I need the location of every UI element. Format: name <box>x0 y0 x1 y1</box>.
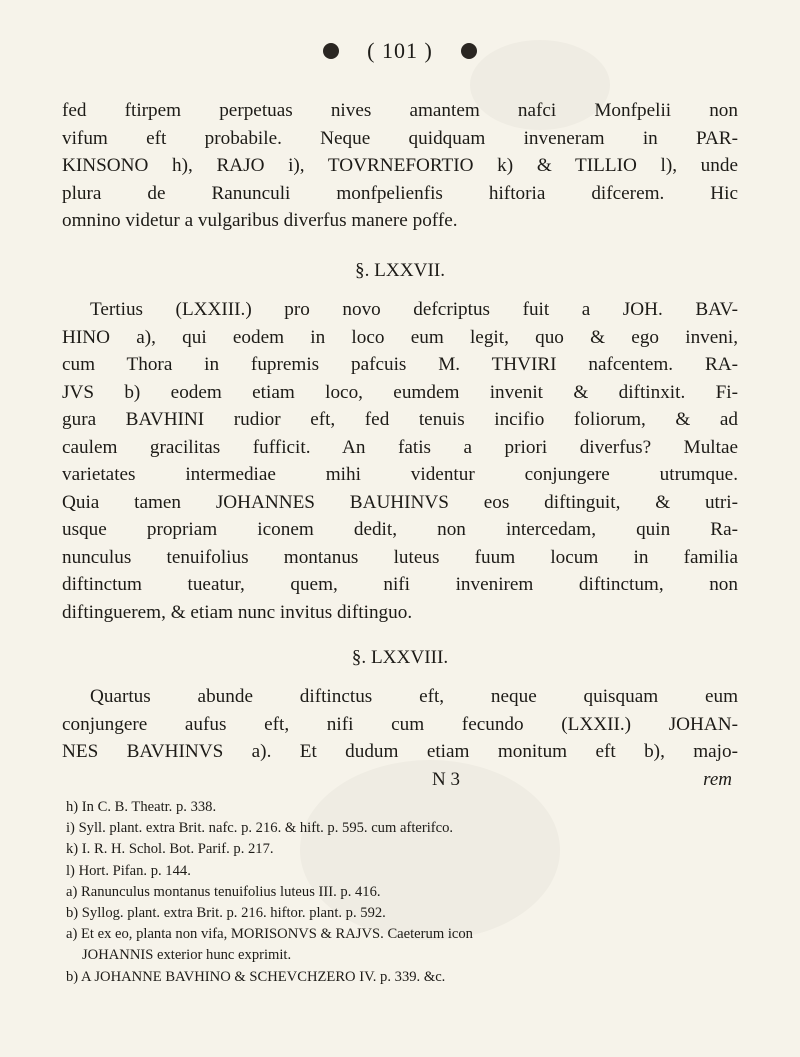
footnote: l) Hort. Pifan. p. 144. <box>66 862 191 879</box>
text-line: nunculus tenuifolius montanus luteus fuum locum in familia <box>62 546 738 568</box>
ornament-left-icon <box>323 43 339 59</box>
footnote: a) Et ex eo, planta non vifa, MORISONVS & RAJVS. Caeterum icon <box>66 926 473 943</box>
ornament-right-icon <box>461 43 477 59</box>
paragraph-2 <box>62 296 738 626</box>
footnote: b) A JOHANNE BAVHINO & SCHEVCHZERO IV. p. 339. &c. <box>66 968 446 985</box>
text-line: cum Thora in fupremis pafcuis M. THVIRI nafcentem. RA- <box>62 354 738 375</box>
text-line: caulem gracilitas fufficit. An fatis a priori diverfus? Multae <box>62 436 738 458</box>
text-line: usque propriam iconem dedit, non intercedam, quin Ra- <box>62 519 738 540</box>
signature-mark: N 3 <box>432 769 460 790</box>
text-line: diftinctum tueatur, quem, nifi invenirem diftinctum, non <box>62 574 738 595</box>
footnote: h) In C. B. Theatr. p. 338. <box>66 799 217 815</box>
text-line: varietates intermediae mihi videntur conjungere utrumque. <box>62 464 738 485</box>
text-line: Quia tamen JOHANNES BAUHINVS eos diftinguit, & utri- <box>62 491 738 513</box>
text-line: HINO a), qui eodem in loco eum legit, quo & ego inveni, <box>62 326 738 348</box>
footnote: i) Syll. plant. extra Brit. nafc. p. 216. & hift. p. 595. cum afterifco. <box>66 820 454 837</box>
text-line: vifum eft probabile. Neque quidquam inveneram in PAR- <box>62 127 738 149</box>
text-line: omnino videtur a vulgaribus diverfus manere poffe. <box>62 210 458 231</box>
footnote: a) Ranunculus montanus tenuifolius luteus III. p. 416. <box>66 883 381 900</box>
paragraph-1 <box>62 97 738 235</box>
section-heading-78: §. LXXVIII. <box>351 647 449 668</box>
text-line: JVS b) eodem etiam loco, eumdem invenit & diftinxit. Fi- <box>62 381 738 403</box>
footnotes <box>66 797 742 988</box>
footnote: b) Syllog. plant. extra Brit. p. 216. hiftor. plant. p. 592. <box>66 905 386 922</box>
catchword: rem <box>703 769 732 790</box>
text-line: KINSONO h), RAJO i), TOVRNEFORTIO k) & TILLIO l), unde <box>62 155 738 176</box>
paragraph-3 <box>62 683 738 766</box>
text-line: fed ftirpem perpetuas nives amantem nafci Monfpelii non <box>62 100 738 121</box>
page-number: ( 101 ) <box>367 38 433 63</box>
text-line: plura de Ranunculi monfpelienfis hiftoria difcerem. Hic <box>62 182 738 204</box>
text-line: conjungere aufus eft, nifi cum fecundo (LXXII.) JOHAN- <box>62 713 738 735</box>
page-header <box>0 38 800 64</box>
text-line: Tertius (LXXIII.) pro novo defcriptus fuit a JOH. BAV- <box>90 299 738 320</box>
footnote: k) I. R. H. Schol. Bot. Parif. p. 217. <box>66 841 274 858</box>
text-line: gura BAVHINI rudior eft, fed tenuis incifio foliorum, & ad <box>62 409 738 430</box>
footnote-continuation: JOHANNIS exterior hunc exprimit. <box>82 947 292 964</box>
text-line: diftinguerem, & etiam nunc invitus diftinguo. <box>62 601 413 623</box>
section-heading-77: §. LXXVII. <box>354 260 446 281</box>
text-line: NES BAVHINVS a). Et dudum etiam monitum eft b), majo- <box>62 741 738 762</box>
text-line: Quartus abunde diftinctus eft, neque quisquam eum <box>90 686 738 707</box>
